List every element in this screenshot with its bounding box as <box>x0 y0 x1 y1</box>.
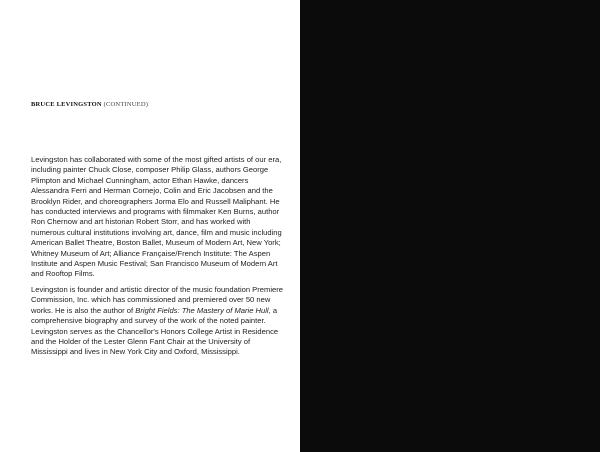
bio-paragraph-1: Levingston has collaborated with some of the most gifted artists of our era, including painter Chuck Close, composer Philip Glass, authors George Plimpton and Michael Cunningham, actor Ethan Hawke, dancers Alessandra Ferri and Herman Cornejo, Colin and Eric Jacobsen and the Brooklyn Rider, and choreographers Jorma Elo and Russell Maliphant. He has conducted interviews and programs with filmmaker Ken Burns, author Ron Chernow and art historian Robert Storr, and has worked with numerous cultural institutions involving art, dance, film and music including American Ballet Theatre, Boston Ballet, Museum of Modern Art, New York; Whitney Museum of Art; Alliance Française/French Institute: The Aspen Institute and Aspen Music Festival; San Francisco Museum of Modern Art and Rooftop Films. <box>31 155 282 279</box>
bio-paragraph-2 <box>31 285 286 358</box>
page-header <box>31 101 148 108</box>
header-name: BRUCE LEVINGSTON <box>31 101 102 108</box>
bio-paragraph-2-start: Levingston is founder and artistic director of the music foundation Premiere Commission, Inc. which has commissioned and premiered over 50 new works. He is also the author of <box>31 284 283 315</box>
right-page <box>300 0 600 452</box>
book-title: Bright Fields: The Mastery of Marie Hull <box>135 305 269 315</box>
biography-text <box>31 155 286 363</box>
header-suffix: (CONTINUED) <box>103 101 149 108</box>
bio-paragraph-2-end: , a comprehensive biography and survey of the work of the noted painter. Levingston serves as the Chancellor's Honors College Artist in Residence and the Holder of the Lester Glenn Fant Chair at the University of Mississippi and lives in New York City and Oxford, Mississippi. <box>31 305 279 357</box>
